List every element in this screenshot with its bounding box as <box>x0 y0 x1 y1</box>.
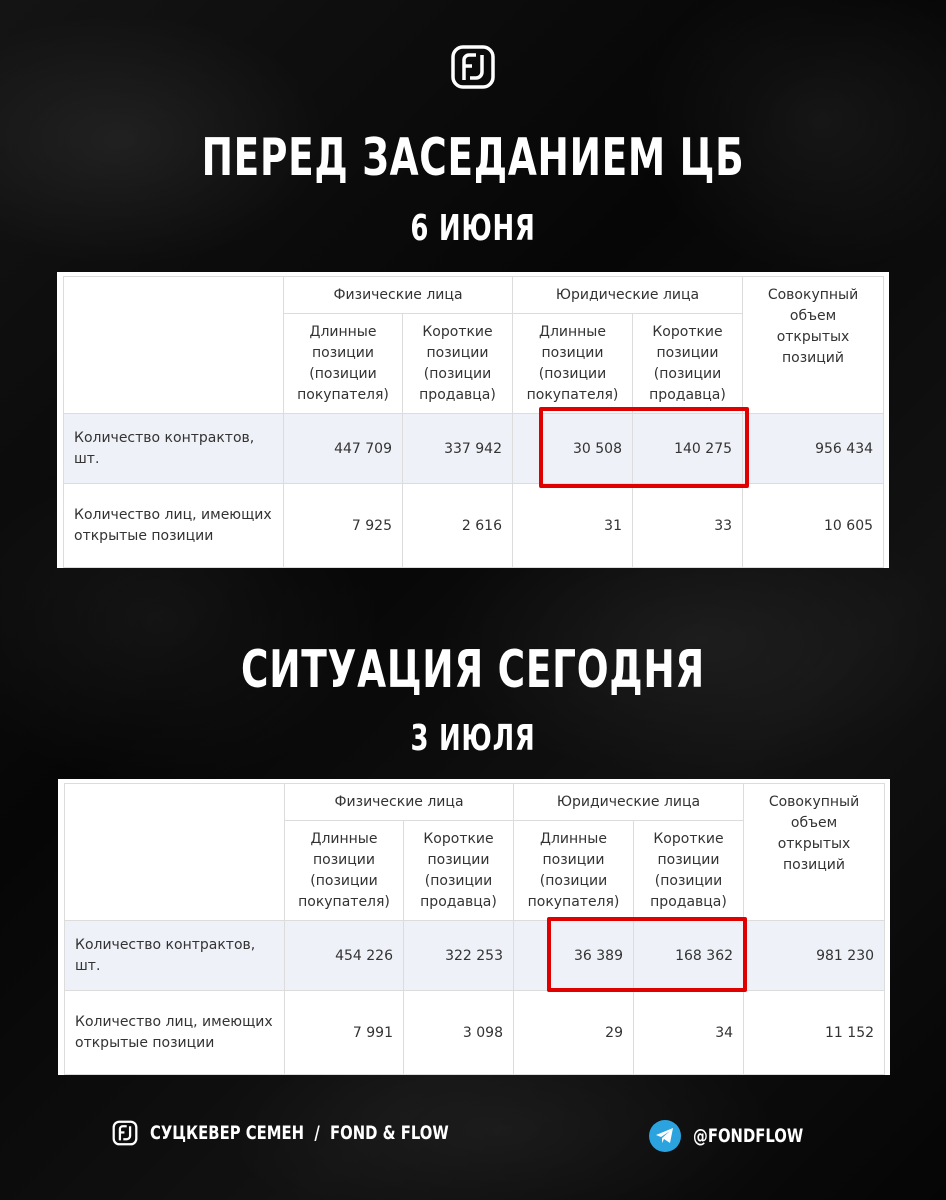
footer-author <box>112 1120 533 1146</box>
cell-value: 454 226 <box>285 921 404 991</box>
group-header-physical: Физические лица <box>285 784 514 821</box>
row-label: Количество контрактов, шт. <box>64 414 284 484</box>
footer-author-text: СУЦКЕВЕР СЕМЕН / FOND & FLOW <box>150 1122 449 1144</box>
telegram-icon <box>649 1120 681 1152</box>
sub-header-short: Короткие позиции (позиции продавца) <box>634 821 744 921</box>
cell-value: 322 253 <box>404 921 514 991</box>
cell-value: 7 991 <box>285 991 404 1075</box>
highlight-box <box>547 917 747 992</box>
section1-date: 6 ИЮНЯ <box>410 208 536 249</box>
positions-table-july <box>58 779 890 1075</box>
total-header: Совокупный объем открытых позиций <box>744 784 885 921</box>
section2-date: 3 ИЮЛЯ <box>410 718 536 759</box>
cell-value: 337 942 <box>403 414 513 484</box>
table-row <box>65 991 885 1075</box>
positions-table-june <box>57 272 889 568</box>
cell-value: 36 389 <box>514 921 634 991</box>
row-label: Количество контрактов, шт. <box>65 921 285 991</box>
cell-value: 981 230 <box>744 921 885 991</box>
cell-value: 447 709 <box>284 414 403 484</box>
highlight-box <box>539 407 749 488</box>
cell-value: 2 616 <box>403 484 513 568</box>
fs-monogram-icon <box>112 1120 138 1146</box>
corner-cell <box>65 784 285 921</box>
section1-title: ПЕРЕД ЗАСЕДАНИЕМ ЦБ <box>201 128 745 188</box>
telegram-handle[interactable]: @FONDFLOW <box>693 1125 804 1147</box>
cell-value: 29 <box>514 991 634 1075</box>
group-header-legal: Юридические лица <box>514 784 744 821</box>
corner-cell <box>64 277 284 414</box>
fs-monogram-icon <box>450 44 496 90</box>
sub-header-long: Длинные позиции (позиции покупателя) <box>284 314 403 414</box>
cell-value: 7 925 <box>284 484 403 568</box>
cell-value: 30 508 <box>513 414 633 484</box>
sub-header-long: Длинные позиции (позиции покупателя) <box>285 821 404 921</box>
sub-header-short: Короткие позиции (позиции продавца) <box>633 314 743 414</box>
cell-value: 3 098 <box>404 991 514 1075</box>
section2-title: СИТУАЦИЯ СЕГОДНЯ <box>241 640 705 700</box>
cell-value: 31 <box>513 484 633 568</box>
sub-header-short: Короткие позиции (позиции продавца) <box>404 821 514 921</box>
total-header: Совокупный объем открытых позиций <box>743 277 884 414</box>
row-label: Количество лиц, имеющих открытые позиции <box>65 991 285 1075</box>
cell-value: 956 434 <box>743 414 884 484</box>
table-row <box>65 921 885 991</box>
sub-header-short: Короткие позиции (позиции продавца) <box>403 314 513 414</box>
sub-header-long: Длинные позиции (позиции покупателя) <box>513 314 633 414</box>
cell-value: 10 605 <box>743 484 884 568</box>
cell-value: 11 152 <box>744 991 885 1075</box>
cell-value: 140 275 <box>633 414 743 484</box>
group-header-legal: Юридические лица <box>513 277 743 314</box>
table-row <box>64 414 884 484</box>
sub-header-long: Длинные позиции (позиции покупателя) <box>514 821 634 921</box>
group-header-physical: Физические лица <box>284 277 513 314</box>
row-label: Количество лиц, имеющих открытые позиции <box>64 484 284 568</box>
cell-value: 33 <box>633 484 743 568</box>
table-row <box>64 484 884 568</box>
footer-telegram-link[interactable] <box>649 1120 834 1152</box>
cell-value: 34 <box>634 991 744 1075</box>
cell-value: 168 362 <box>634 921 744 991</box>
